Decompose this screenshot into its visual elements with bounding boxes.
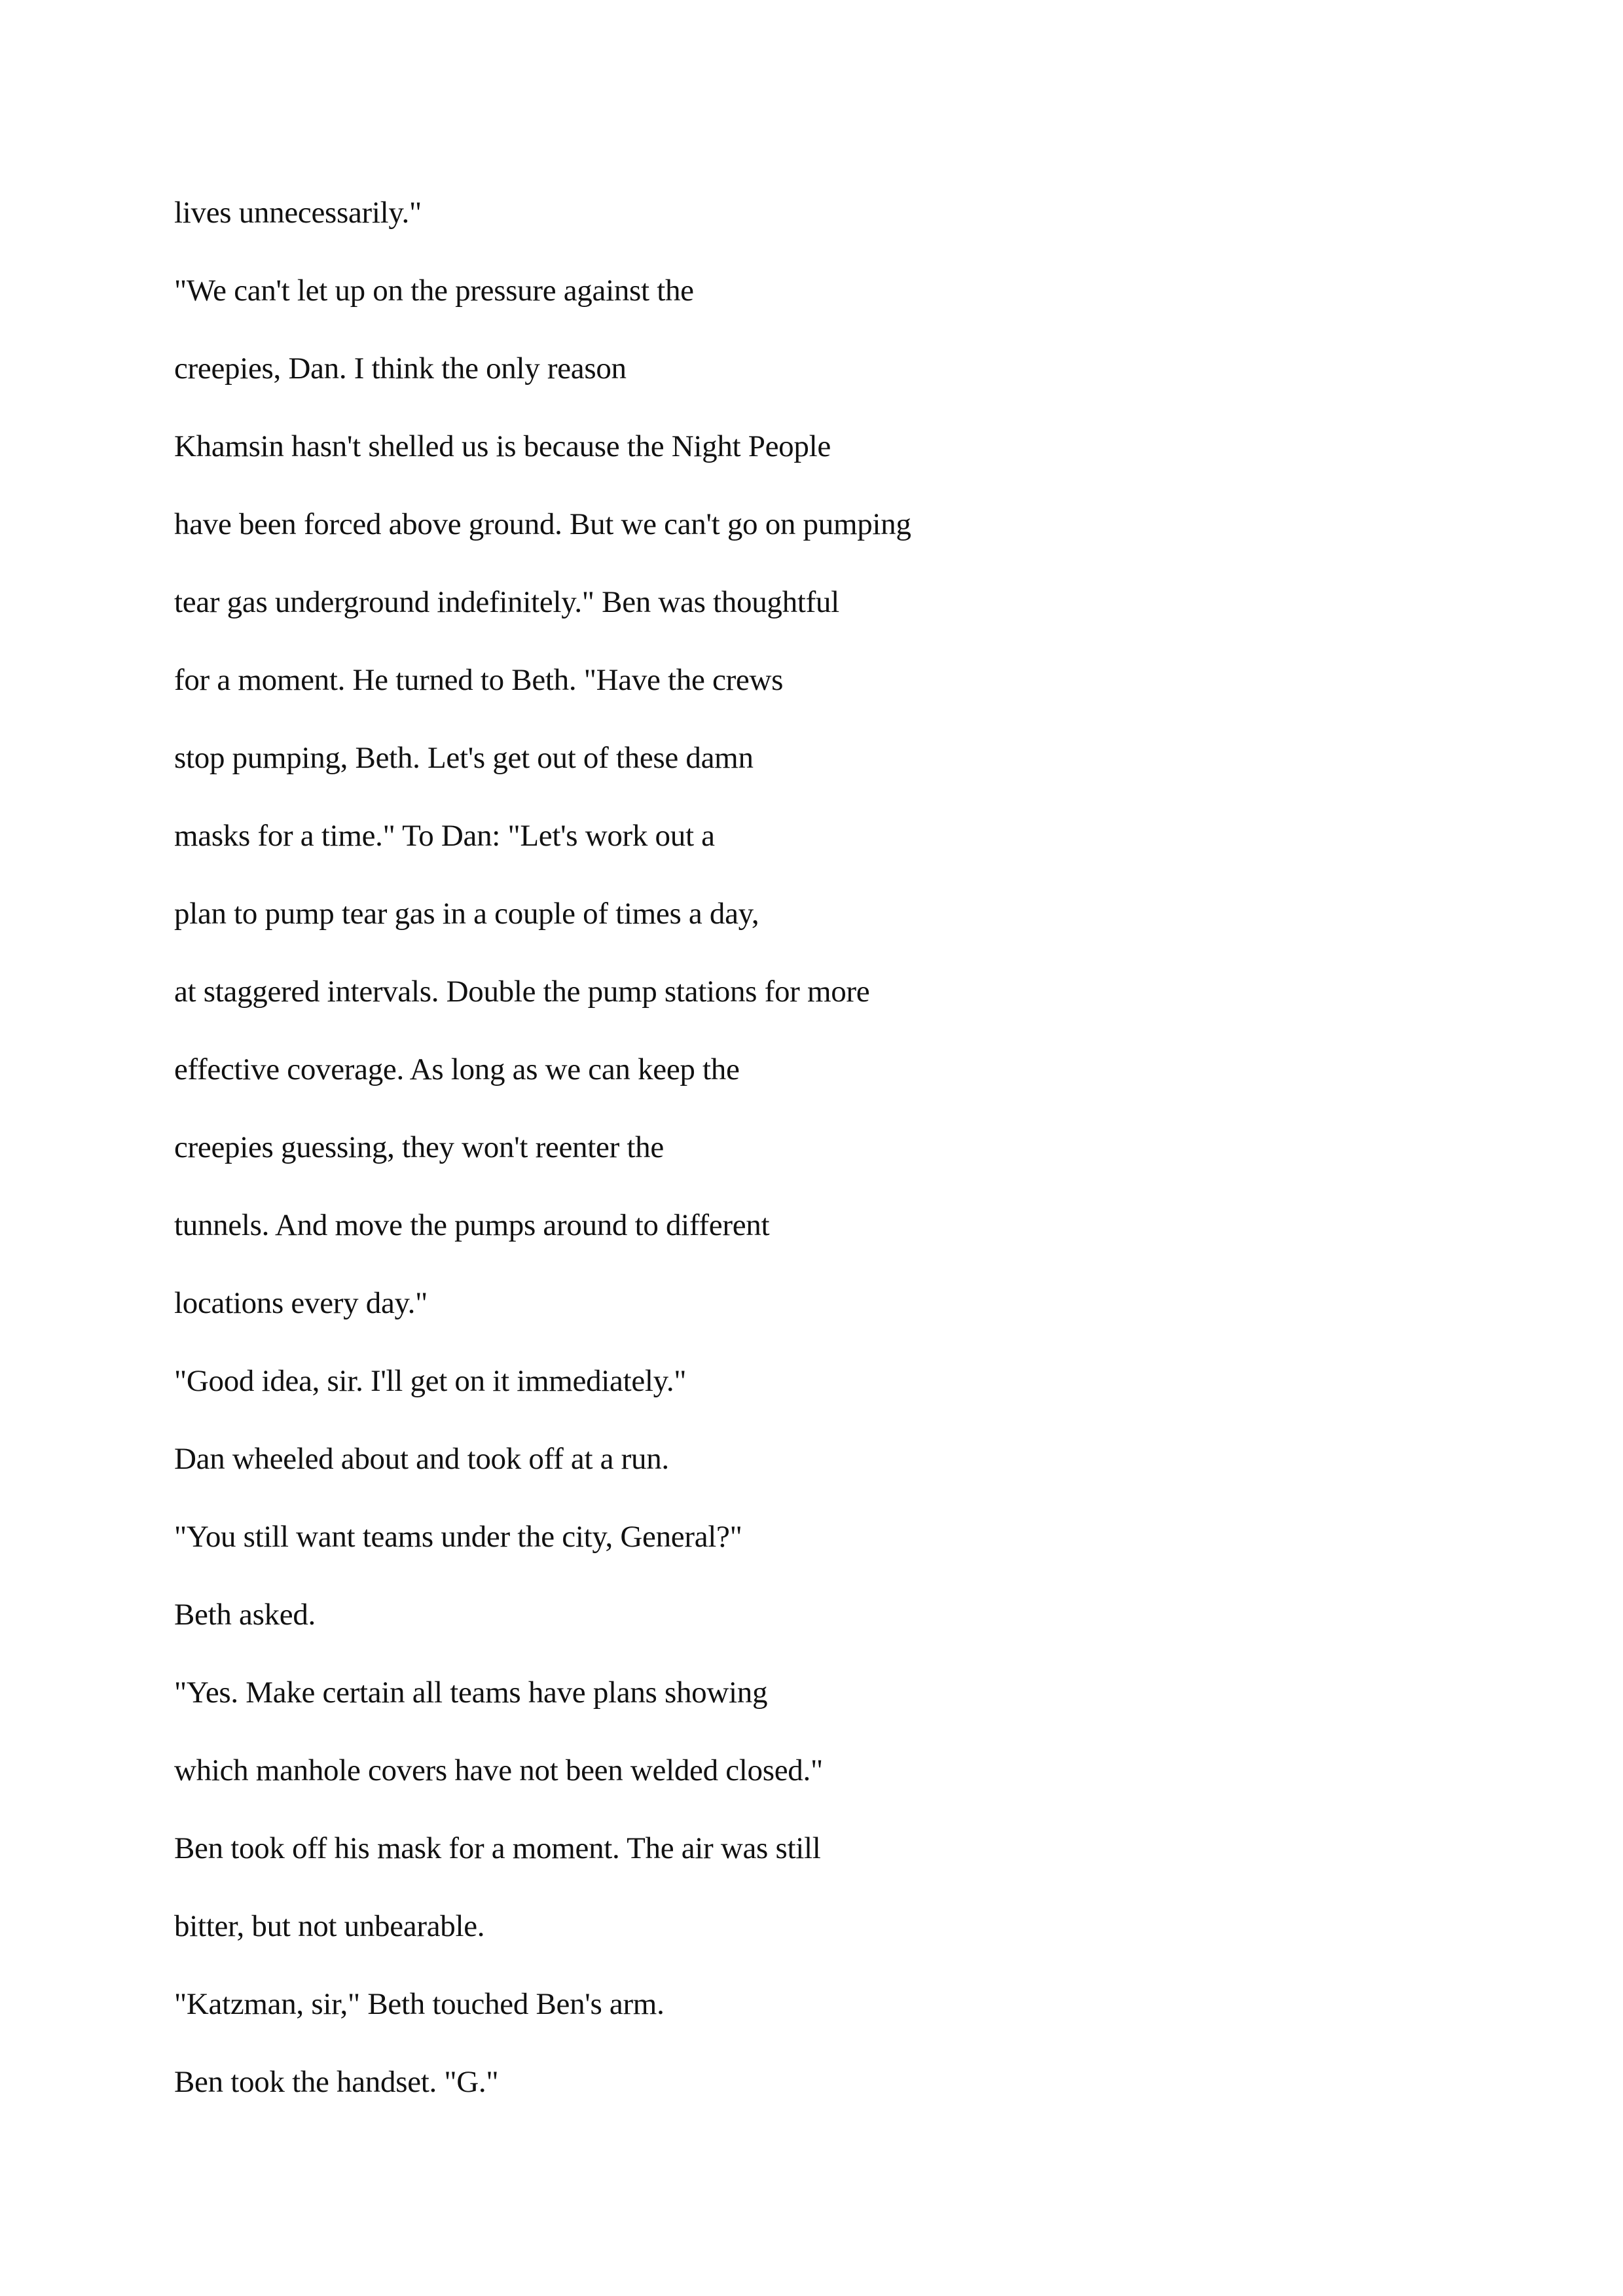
text-line: "You still want teams under the city, General?"	[174, 1520, 742, 1554]
text-line: Ben took the handset. "G."	[174, 2065, 499, 2099]
body-text	[174, 187, 1418, 2134]
text-line: locations every day."	[174, 1286, 428, 1320]
text-line: for a moment. He turned to Beth. "Have the crews	[174, 663, 784, 697]
text-line: "Yes. Make certain all teams have plans showing	[174, 1676, 768, 1710]
text-line: creepies guessing, they won't reenter the	[174, 1130, 664, 1164]
text-line: effective coverage. As long as we can keep the	[174, 1052, 740, 1086]
text-line: have been forced above ground. But we can't go on pumping	[174, 507, 911, 541]
text-line: at staggered intervals. Double the pump stations for more	[174, 975, 870, 1009]
text-line: Ben took off his mask for a moment. The air was still	[174, 1831, 821, 1865]
text-line: "We can't let up on the pressure against the	[174, 274, 694, 308]
text-line: masks for a time." To Dan: "Let's work out a	[174, 819, 715, 853]
text-line: stop pumping, Beth. Let's get out of these damn	[174, 741, 754, 775]
text-line: tunnels. And move the pumps around to different	[174, 1208, 770, 1242]
text-line: Khamsin hasn't shelled us is because the Night People	[174, 429, 831, 463]
text-line: creepies, Dan. I think the only reason	[174, 351, 627, 386]
text-line: "Katzman, sir," Beth touched Ben's arm.	[174, 1987, 665, 2021]
text-line: Dan wheeled about and took off at a run.	[174, 1442, 669, 1476]
text-line: plan to pump tear gas in a couple of times a day,	[174, 897, 759, 931]
text-line: tear gas underground indefinitely." Ben was thoughtful	[174, 585, 839, 619]
text-line: lives unnecessarily."	[174, 196, 422, 230]
text-line: Beth asked.	[174, 1598, 316, 1632]
text-line: bitter, but not unbearable.	[174, 1909, 485, 1943]
text-line: which manhole covers have not been welded closed."	[174, 1753, 823, 1787]
text-line: "Good idea, sir. I'll get on it immediately."	[174, 1364, 687, 1398]
